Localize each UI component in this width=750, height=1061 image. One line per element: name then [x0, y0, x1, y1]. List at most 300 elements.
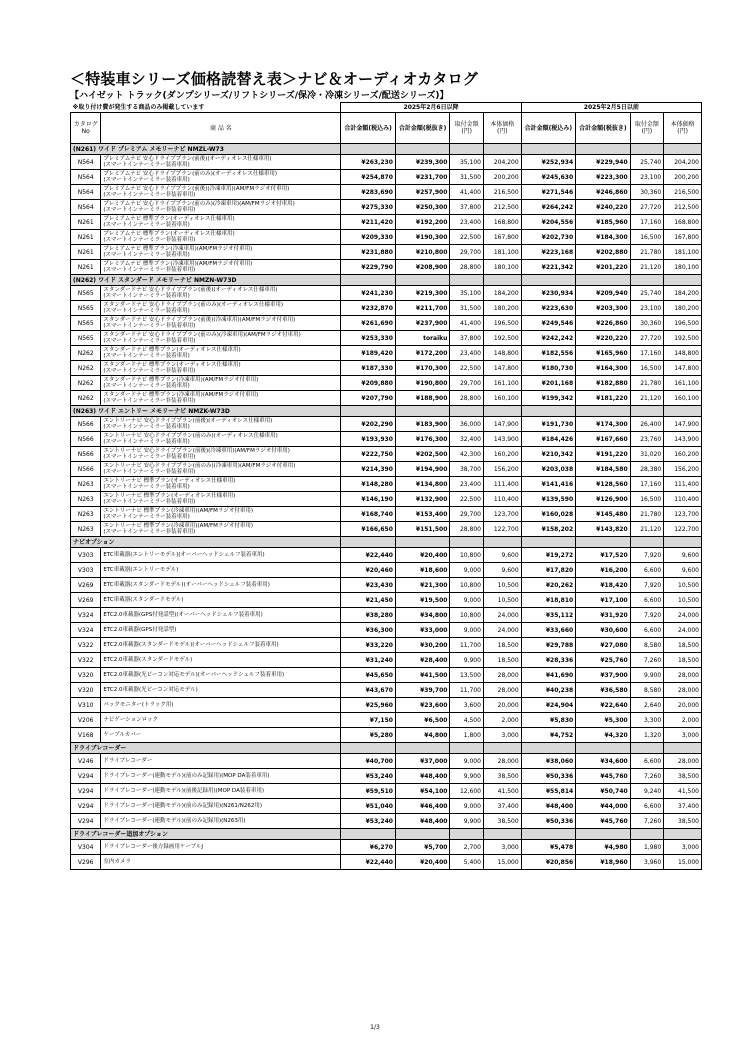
product-name-line1: スタンダードナビ 標準プラン(冷凍車用)(AM/FMラジオ付車用): [103, 376, 259, 383]
table-row: [71, 346, 702, 361]
install-fee: 29,700: [450, 245, 484, 260]
total-incl: ¥187,330: [341, 361, 396, 376]
catalog-code: N566: [71, 432, 101, 447]
base-price: 200,200: [483, 170, 521, 185]
section-filler-cell: [576, 406, 631, 417]
base-price-old: 167,800: [664, 230, 702, 245]
total-incl: ¥59,510: [341, 784, 396, 799]
product-name-line1: ドライブレコーダー(連動モデル)(前のみ記録用)(N261/N262用): [103, 802, 263, 809]
table-row: [71, 286, 702, 301]
base-price: 147,800: [483, 361, 521, 376]
product-name-line1: ドライブレコーダー: [103, 757, 153, 764]
section-title: ドライブレコーダー: [71, 743, 341, 754]
base-price-old: 156,200: [664, 462, 702, 477]
base-price: 37,400: [483, 799, 521, 814]
install-fee-old: 6,600: [630, 754, 664, 769]
section-filler-cell: [395, 537, 450, 548]
total-excl-old: ¥164,300: [576, 361, 631, 376]
table-row: [71, 462, 702, 477]
install-fee: 3,600: [450, 698, 484, 713]
total-incl: ¥202,290: [341, 417, 396, 432]
page-title: ＜特装車シリーズ価格読替え表＞ナビ＆オーディオカタログ: [70, 70, 479, 88]
base-price: 38,500: [483, 769, 521, 784]
total-excl: ¥21,300: [395, 578, 450, 593]
base-price-old: 18,500: [664, 638, 702, 653]
install-fee: 10,800: [450, 578, 484, 593]
product-name-line1: スタンダードナビ 標準プラン(オーディオレス仕様車用): [103, 346, 241, 353]
catalog-code: N566: [71, 462, 101, 477]
total-incl: ¥31,240: [341, 653, 396, 668]
total-incl-old: ¥48,400: [521, 799, 576, 814]
section-filler-cell: [395, 743, 450, 754]
total-excl: ¥250,300: [395, 200, 450, 215]
product-name-line2: (スマートインナーミラー非装着車用): [103, 237, 196, 243]
total-excl-old: ¥5,300: [576, 713, 631, 728]
base-price: 156,200: [483, 462, 521, 477]
section-filler-cell: [341, 537, 396, 548]
base-price: 168,800: [483, 215, 521, 230]
section-title: (N263) ワイド エントリー メモリーナビ NMZK-W73D: [71, 406, 341, 417]
install-fee-old: 6,600: [630, 623, 664, 638]
install-fee: 4,500: [450, 713, 484, 728]
total-excl: ¥41,500: [395, 668, 450, 683]
product-name: [101, 578, 341, 593]
page-number: 1/3: [370, 1024, 380, 1031]
install-fee-old: 23,760: [630, 432, 664, 447]
base-price: 24,000: [483, 623, 521, 638]
product-name: [101, 245, 341, 260]
header-product: 商 品 名: [101, 113, 341, 144]
base-price-old: 143,900: [664, 432, 702, 447]
total-incl: ¥7,150: [341, 713, 396, 728]
total-incl: ¥261,690: [341, 316, 396, 331]
header-base: 本体価格(円): [483, 113, 521, 144]
product-name: [101, 492, 341, 507]
table-row: [71, 855, 702, 870]
base-price: 143,900: [483, 432, 521, 447]
total-excl-old: ¥185,960: [576, 215, 631, 230]
total-incl: ¥21,450: [341, 593, 396, 608]
base-price-old: 3,000: [664, 840, 702, 855]
install-fee: 9,000: [450, 754, 484, 769]
total-excl: ¥18,600: [395, 563, 450, 578]
install-fee: 9,000: [450, 799, 484, 814]
product-name-line1: エントリーナビ 安心ドライブプラン(前後)(冷凍車用)(AM/FMラジオ付車用): [103, 447, 290, 454]
product-name-line1: プレミアムナビ 安心ドライブプラン(前後)(オーディオレス仕様車用): [103, 155, 272, 162]
total-incl-old: ¥252,934: [521, 155, 576, 170]
table-row: [71, 447, 702, 462]
catalog-code: N565: [71, 286, 101, 301]
table-row: [71, 417, 702, 432]
base-price: 180,100: [483, 260, 521, 275]
catalog-code: N262: [71, 391, 101, 406]
section-row: [71, 537, 702, 548]
table-row: [71, 361, 702, 376]
product-name: [101, 200, 341, 215]
total-incl: ¥38,280: [341, 608, 396, 623]
product-name-line2: (スマートインナーミラー非装着車用): [103, 192, 196, 198]
base-price: 180,200: [483, 301, 521, 316]
product-name-line2: (スマートインナーミラー装着車用): [103, 353, 190, 359]
total-incl-old: ¥242,242: [521, 331, 576, 346]
section-filler-cell: [630, 406, 664, 417]
install-fee-old: 6,600: [630, 593, 664, 608]
total-excl: ¥211,700: [395, 301, 450, 316]
total-excl: ¥132,900: [395, 492, 450, 507]
product-name-line2: (スマートインナーミラー非装着車用): [103, 267, 196, 273]
install-fee-old: 2,640: [630, 698, 664, 713]
table-row: [71, 608, 702, 623]
base-price: 196,500: [483, 316, 521, 331]
base-price-old: 212,500: [664, 200, 702, 215]
table-row: [71, 578, 702, 593]
product-name-line2: (スマートインナーミラー非装着車用): [103, 529, 196, 535]
base-price: 167,800: [483, 230, 521, 245]
catalog-code: V168: [71, 728, 101, 743]
base-price-old: 161,100: [664, 376, 702, 391]
section-filler-cell: [450, 743, 484, 754]
total-incl-old: ¥20,856: [521, 855, 576, 870]
total-incl: ¥5,280: [341, 728, 396, 743]
total-incl: ¥45,650: [341, 668, 396, 683]
total-excl: toraiku: [395, 331, 450, 346]
base-price-old: 111,400: [664, 477, 702, 492]
catalog-code: N263: [71, 522, 101, 537]
total-incl-old: ¥5,830: [521, 713, 576, 728]
install-fee: 9,900: [450, 769, 484, 784]
install-fee-old: 16,500: [630, 492, 664, 507]
install-fee-old: 7,260: [630, 814, 664, 829]
total-incl-old: ¥29,788: [521, 638, 576, 653]
total-excl-old: ¥22,640: [576, 698, 631, 713]
table-row: [71, 548, 702, 563]
install-fee: 38,700: [450, 462, 484, 477]
total-excl: ¥34,800: [395, 608, 450, 623]
catalog-code: N261: [71, 245, 101, 260]
section-title: (N261) ワイド プレミアム メモリーナビ NMZL-W73: [71, 144, 341, 155]
total-incl-old: ¥184,426: [521, 432, 576, 447]
catalog-code: N262: [71, 346, 101, 361]
base-price: 18,500: [483, 653, 521, 668]
install-fee-old: 6,600: [630, 563, 664, 578]
section-title: (N262) ワイド スタンダード メモリーナビ NMZN-W73D: [71, 275, 341, 286]
base-price: 204,200: [483, 155, 521, 170]
install-fee-old: 21,780: [630, 245, 664, 260]
total-incl-old: ¥230,934: [521, 286, 576, 301]
product-name: [101, 683, 341, 698]
table-row: [71, 507, 702, 522]
product-name-line1: エントリーナビ 安心ドライブプラン(前のみ)(冷凍車用)(AM/FMラジオ付車用): [103, 462, 296, 469]
base-price: 3,000: [483, 840, 521, 855]
product-name-line1: ETC2.0車載器(スタンダードモデル): [103, 656, 193, 663]
product-name-line1: プレミアムナビ 標準プラン(オーディオレス仕様車用): [103, 215, 235, 222]
catalog-code: N263: [71, 492, 101, 507]
period-new: 2025年2月6日以降: [341, 103, 521, 113]
section-filler-cell: [483, 275, 521, 286]
section-filler-cell: [483, 144, 521, 155]
product-name: [101, 728, 341, 743]
product-name-line1: バックモニター(トラック用): [103, 701, 174, 708]
section-title: ドライブレコーダー追加オプション: [71, 829, 341, 840]
catalog-code: V322: [71, 638, 101, 653]
product-name-line1: ケーブルカバー: [103, 731, 142, 738]
section-filler-cell: [395, 406, 450, 417]
table-row: [71, 260, 702, 275]
product-name: [101, 754, 341, 769]
catalog-code: V303: [71, 548, 101, 563]
total-excl: ¥33,000: [395, 623, 450, 638]
product-name: [101, 814, 341, 829]
section-filler-cell: [341, 144, 396, 155]
install-fee: 28,800: [450, 260, 484, 275]
product-name: [101, 522, 341, 537]
install-fee: 28,800: [450, 391, 484, 406]
total-incl-old: ¥38,060: [521, 754, 576, 769]
catalog-code: V324: [71, 608, 101, 623]
install-fee: 11,700: [450, 638, 484, 653]
install-fee: 35,100: [450, 286, 484, 301]
total-incl: ¥241,230: [341, 286, 396, 301]
install-fee: 41,400: [450, 316, 484, 331]
total-excl-old: ¥202,880: [576, 245, 631, 260]
install-fee-old: 30,360: [630, 185, 664, 200]
section-filler-cell: [521, 275, 576, 286]
product-name-line1: プレミアムナビ 標準プラン(オーディオレス仕様車用): [103, 230, 235, 237]
install-fee: 42,300: [450, 447, 484, 462]
total-excl: ¥37,000: [395, 754, 450, 769]
install-fee: 23,400: [450, 215, 484, 230]
product-name: [101, 507, 341, 522]
product-name-line1: プレミアムナビ 安心ドライブプラン(前後)(冷凍車用)(AM/FMラジオ付車用): [103, 185, 290, 192]
section-filler-cell: [521, 406, 576, 417]
base-price: 3,000: [483, 728, 521, 743]
install-fee-old: 28,380: [630, 462, 664, 477]
total-excl-old: ¥4,980: [576, 840, 631, 855]
total-excl: ¥172,200: [395, 346, 450, 361]
table-row: [71, 391, 702, 406]
base-price-old: 192,500: [664, 331, 702, 346]
table-row: [71, 653, 702, 668]
total-excl-old: ¥220,220: [576, 331, 631, 346]
install-fee: 28,800: [450, 522, 484, 537]
total-excl-old: ¥30,600: [576, 623, 631, 638]
base-price-old: 37,400: [664, 799, 702, 814]
catalog-code: N564: [71, 185, 101, 200]
base-price: 161,100: [483, 376, 521, 391]
install-fee: 37,800: [450, 331, 484, 346]
total-incl-old: ¥221,342: [521, 260, 576, 275]
base-price-old: 15,000: [664, 855, 702, 870]
section-filler-cell: [450, 275, 484, 286]
base-price: 212,500: [483, 200, 521, 215]
total-incl: ¥207,790: [341, 391, 396, 406]
product-name-line1: ドライブレコーダー後方録画用ケーブルJ: [103, 843, 203, 850]
total-incl-old: ¥50,336: [521, 769, 576, 784]
section-filler-cell: [664, 743, 702, 754]
catalog-code: V269: [71, 593, 101, 608]
total-excl-old: ¥17,100: [576, 593, 631, 608]
section-filler-cell: [630, 743, 664, 754]
total-incl-old: ¥180,730: [521, 361, 576, 376]
catalog-code: V320: [71, 668, 101, 683]
total-excl-old: ¥181,220: [576, 391, 631, 406]
total-excl: ¥48,400: [395, 814, 450, 829]
total-incl: ¥6,270: [341, 840, 396, 855]
install-fee: 41,400: [450, 185, 484, 200]
install-fee-old: 9,240: [630, 784, 664, 799]
catalog-code: N261: [71, 260, 101, 275]
total-incl-old: ¥210,342: [521, 447, 576, 462]
total-incl: ¥53,240: [341, 769, 396, 784]
install-fee: 11,700: [450, 683, 484, 698]
total-incl-old: ¥264,242: [521, 200, 576, 215]
product-name: [101, 713, 341, 728]
product-name-line1: プレミアムナビ 標準プラン(冷凍車用)(AM/FMラジオ付車用): [103, 260, 253, 267]
table-row: [71, 698, 702, 713]
period-old: 2025年2月5日以前: [521, 103, 701, 113]
product-name-line1: ナビゲーションロック: [103, 716, 159, 723]
total-incl: ¥22,440: [341, 548, 396, 563]
base-price-old: 122,700: [664, 522, 702, 537]
base-price: 18,500: [483, 638, 521, 653]
section-filler-cell: [483, 406, 521, 417]
table-row: [71, 215, 702, 230]
base-price-old: 168,800: [664, 215, 702, 230]
table-row: [71, 593, 702, 608]
product-name-line1: プレミアムナビ 標準プラン(冷凍車用)(AM/FMラジオ付車用): [103, 245, 253, 252]
install-fee: 9,000: [450, 623, 484, 638]
table-row: [71, 728, 702, 743]
install-fee: 32,400: [450, 432, 484, 447]
total-incl: ¥209,330: [341, 230, 396, 245]
total-incl: ¥231,880: [341, 245, 396, 260]
product-name-line1: エントリーナビ 標準プラン(オーディオレス仕様車用): [103, 492, 236, 499]
table-row: [71, 683, 702, 698]
total-incl: ¥40,700: [341, 754, 396, 769]
section-filler-cell: [576, 537, 631, 548]
product-name-line1: ETC車載器(エントリーモデル): [103, 566, 179, 573]
base-price: 122,700: [483, 522, 521, 537]
product-name-line1: ドライブレコーダー(連動モデル)(前のみ記録用)(MOP DA装着車用): [103, 772, 270, 779]
install-fee-old: 16,500: [630, 230, 664, 245]
table-row: [71, 522, 702, 537]
section-filler-cell: [395, 829, 450, 840]
section-filler-cell: [664, 144, 702, 155]
total-incl: ¥232,870: [341, 301, 396, 316]
install-fee: 29,700: [450, 376, 484, 391]
base-price-old: 160,100: [664, 391, 702, 406]
total-incl: ¥22,440: [341, 855, 396, 870]
price-table-body: [71, 144, 702, 870]
product-name: [101, 784, 341, 799]
base-price: 147,900: [483, 417, 521, 432]
install-fee-old: 27,720: [630, 331, 664, 346]
section-filler-cell: [630, 829, 664, 840]
product-name-line1: エントリーナビ 安心ドライブプラン(前後)(オーディオレス仕様車用): [103, 417, 273, 424]
install-fee-old: 25,740: [630, 155, 664, 170]
product-name: [101, 855, 341, 870]
page-subtitle: 【ハイゼット トラック(ダンプシリーズ/リフトシリーズ/保冷・冷凍シリーズ/配送シリーズ)】: [70, 91, 449, 101]
base-price-old: 41,500: [664, 784, 702, 799]
total-incl: ¥211,420: [341, 215, 396, 230]
section-filler-cell: [483, 743, 521, 754]
install-fee: 22,500: [450, 492, 484, 507]
total-excl: ¥208,900: [395, 260, 450, 275]
total-incl-old: ¥191,730: [521, 417, 576, 432]
base-price-old: 184,200: [664, 286, 702, 301]
base-price: 41,500: [483, 784, 521, 799]
table-row: [71, 477, 702, 492]
note-text: ※取り付け費が発生する商品のみ掲載しています: [72, 103, 205, 111]
install-fee-old: 7,920: [630, 548, 664, 563]
section-filler-cell: [341, 275, 396, 286]
product-name: [101, 260, 341, 275]
product-name-line2: (スマートインナーミラー非装着車用): [103, 454, 196, 460]
install-fee-old: 21,120: [630, 522, 664, 537]
total-excl-old: ¥184,300: [576, 230, 631, 245]
total-incl-old: ¥223,168: [521, 245, 576, 260]
total-incl-old: ¥245,630: [521, 170, 576, 185]
total-excl-old: ¥240,220: [576, 200, 631, 215]
header-total-incl: 合計金額(税込み): [341, 113, 396, 144]
product-name-line1: プレミアムナビ 安心ドライブプラン(前のみ)(冷凍車用)(AM/FMラジオ付車用): [103, 200, 295, 207]
total-incl: ¥214,390: [341, 462, 396, 477]
product-name-line2: (スマートインナーミラー装着車用): [103, 439, 190, 445]
base-price-old: 110,400: [664, 492, 702, 507]
section-filler-cell: [576, 144, 631, 155]
install-fee-old: 17,160: [630, 215, 664, 230]
install-fee: 23,400: [450, 346, 484, 361]
base-price-old: 38,500: [664, 814, 702, 829]
total-excl: ¥30,200: [395, 638, 450, 653]
product-name-line1: ETC車載器(スタンダードモデル)(オーバーヘッドシェルフ装着車用): [103, 581, 270, 588]
catalog-code: V324: [71, 623, 101, 638]
catalog-code: N565: [71, 301, 101, 316]
table-row: [71, 814, 702, 829]
total-excl-old: ¥223,300: [576, 170, 631, 185]
base-price-old: 180,200: [664, 301, 702, 316]
install-fee-old: 21,780: [630, 507, 664, 522]
table-row: [71, 185, 702, 200]
install-fee-old: 31,020: [630, 447, 664, 462]
total-incl-old: ¥160,028: [521, 507, 576, 522]
base-price: 10,500: [483, 578, 521, 593]
catalog-code: V322: [71, 653, 101, 668]
total-incl-old: ¥223,630: [521, 301, 576, 316]
install-fee-old: 3,300: [630, 713, 664, 728]
install-fee-old: 26,400: [630, 417, 664, 432]
install-fee-old: 21,120: [630, 391, 664, 406]
catalog-code: V320: [71, 683, 101, 698]
install-fee-old: 25,740: [630, 286, 664, 301]
product-name: [101, 769, 341, 784]
product-name: [101, 230, 341, 245]
base-price-old: 10,500: [664, 578, 702, 593]
total-excl: ¥237,900: [395, 316, 450, 331]
base-price-old: 3,000: [664, 728, 702, 743]
install-fee-old: 6,600: [630, 799, 664, 814]
total-incl: ¥53,240: [341, 814, 396, 829]
product-name-line1: ETC2.0車載器(光ビーコン対応モデル)(オーバーヘッドシェルフ装着車用): [103, 671, 285, 678]
product-name-line2: (スマートインナーミラー装着車用): [103, 308, 190, 314]
product-name-line2: (スマートインナーミラー非装着車用): [103, 207, 196, 213]
total-excl: ¥5,700: [395, 840, 450, 855]
base-price-old: 147,800: [664, 361, 702, 376]
total-excl-old: ¥34,600: [576, 754, 631, 769]
total-excl: ¥231,700: [395, 170, 450, 185]
total-incl: ¥166,650: [341, 522, 396, 537]
total-incl-old: ¥20,262: [521, 578, 576, 593]
